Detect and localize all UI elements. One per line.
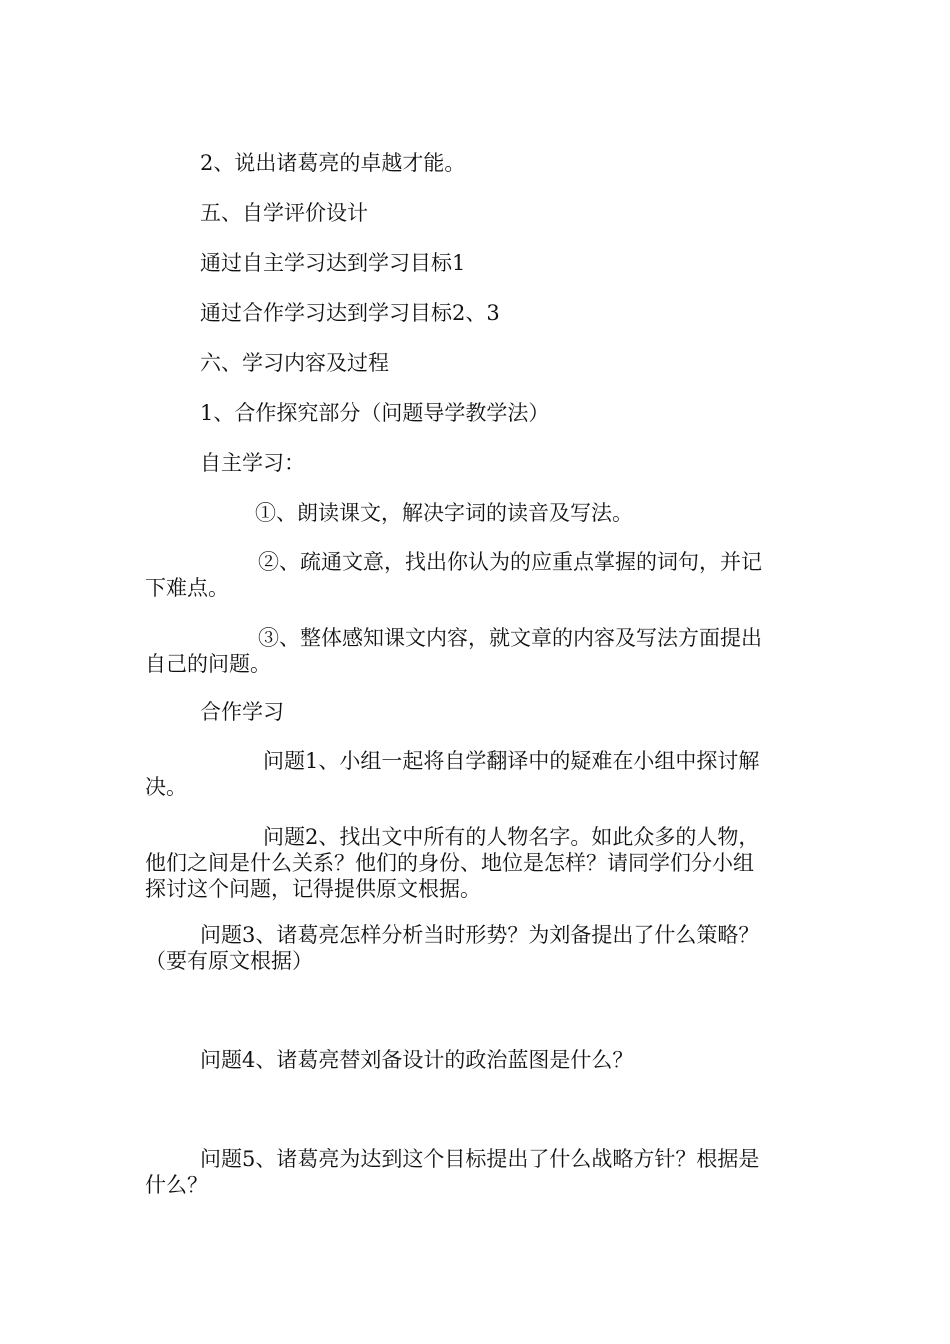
question-3-line2: （要有原文根据） <box>145 949 313 973</box>
self-study-item-2-line1: ②、疏通文意，找出你认为的应重点掌握的词句，并记 <box>258 550 762 574</box>
question-1-line2: 决。 <box>145 775 187 799</box>
question-2-line2: 他们之间是什么关系？他们的身份、地位是怎样？请同学们分小组 <box>145 851 754 875</box>
subsection-1-heading: 1、合作探究部分（问题导学教学法） <box>200 401 550 425</box>
self-study-item-3-line1: ③、整体感知课文内容，就文章的内容及写法方面提出 <box>258 626 762 650</box>
self-study-item-3-line2: 自己的问题。 <box>145 652 271 676</box>
self-study-label: 自主学习： <box>200 451 305 475</box>
question-2-line1: 问题2、找出文中所有的人物名字。如此众多的人物， <box>263 825 760 849</box>
question-5-line1: 问题5、诸葛亮为达到这个目标提出了什么战略方针？根据是 <box>200 1147 760 1171</box>
question-2-line3: 探讨这个问题，记得提供原文根据。 <box>145 877 481 901</box>
eval-line-2: 通过合作学习达到学习目标2、3 <box>200 301 500 325</box>
cooperative-study-label: 合作学习 <box>200 700 284 724</box>
eval-line-1: 通过自主学习达到学习目标1 <box>200 251 466 275</box>
goal-item-2: 2、说出诸葛亮的卓越才能。 <box>200 151 466 175</box>
question-4: 问题4、诸葛亮替刘备设计的政治蓝图是什么？ <box>200 1048 634 1072</box>
self-study-item-2-line2: 下难点。 <box>145 576 229 600</box>
question-1-line1: 问题1、小组一起将自学翻译中的疑难在小组中探讨解 <box>263 749 760 773</box>
section-six-heading: 六、学习内容及过程 <box>200 351 389 375</box>
question-5-line2: 什么？ <box>145 1173 208 1197</box>
section-five-heading: 五、自学评价设计 <box>200 201 368 225</box>
self-study-item-1: ①、朗读课文，解决字词的读音及写法。 <box>255 501 633 525</box>
question-3-line1: 问题3、诸葛亮怎样分析当时形势？为刘备提出了什么策略？ <box>200 923 760 947</box>
